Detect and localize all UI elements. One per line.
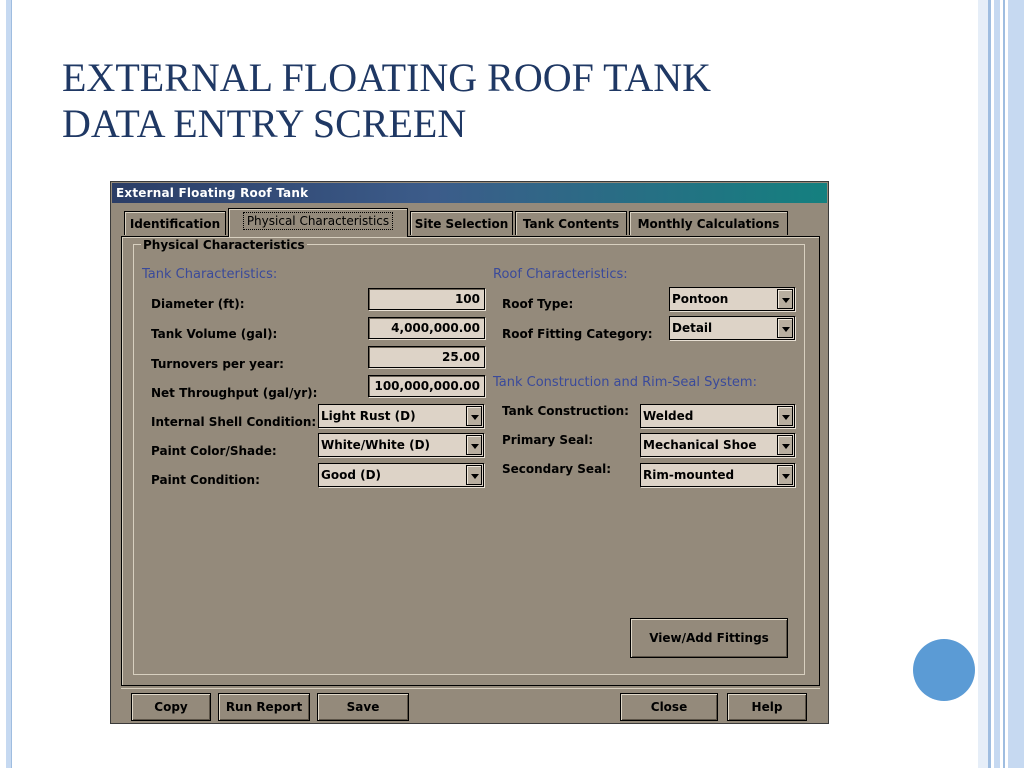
roof-fitting-category-select[interactable] — [669, 316, 795, 340]
construction-heading: Tank Construction and Rim-Seal System: — [493, 375, 757, 390]
slide-left-border — [6, 0, 12, 768]
chevron-down-icon[interactable] — [777, 289, 793, 309]
close-button[interactable]: Close — [620, 693, 718, 721]
net-throughput-label: Net Throughput (gal/yr): — [151, 386, 318, 400]
paint-color-select[interactable] — [318, 433, 484, 457]
slide-title-line-2: DATA ENTRY SCREEN — [62, 101, 467, 146]
decorative-circle — [913, 639, 975, 701]
tab-site-selection[interactable] — [410, 211, 513, 235]
roof-characteristics-heading: Roof Characteristics: — [493, 267, 628, 282]
copy-button[interactable]: Copy — [131, 693, 211, 721]
run-report-button[interactable]: Run Report — [218, 693, 310, 721]
diameter-field[interactable]: 100 — [368, 288, 485, 310]
help-button[interactable]: Help — [727, 693, 807, 721]
tank-volume-label: Tank Volume (gal): — [151, 327, 278, 341]
turnovers-label: Turnovers per year: — [151, 357, 284, 371]
window-title-bar: External Floating Roof Tank — [112, 183, 827, 203]
tank-characteristics-heading: Tank Characteristics: — [142, 267, 278, 282]
chevron-down-icon[interactable] — [777, 435, 793, 455]
tab-label: Site Selection — [414, 217, 509, 231]
group-label: Physical Characteristics — [143, 238, 305, 252]
chevron-down-icon[interactable] — [777, 318, 793, 338]
tank-dialog-window — [110, 181, 829, 724]
secondary-seal-label: Secondary Seal: — [502, 462, 612, 476]
turnovers-field[interactable]: 25.00 — [368, 346, 485, 368]
save-button[interactable]: Save — [317, 693, 409, 721]
select-value: Good (D) — [321, 468, 382, 482]
slide-title-line-1: EXTERNAL FLOATING ROOF TANK — [62, 55, 712, 100]
slide-right-stripes — [978, 0, 1024, 768]
select-value: White/White (D) — [321, 438, 431, 452]
tab-label: Tank Contents — [522, 217, 620, 231]
chevron-down-icon[interactable] — [466, 406, 482, 426]
select-value: Detail — [672, 321, 713, 335]
view-add-fittings-button[interactable]: View/Add Fittings — [630, 618, 788, 658]
roof-type-label: Roof Type: — [502, 297, 574, 311]
tab-label: Identification — [129, 217, 221, 231]
chevron-down-icon[interactable] — [466, 435, 482, 455]
select-value: Welded — [643, 409, 694, 423]
select-value: Pontoon — [672, 292, 729, 306]
tab-tank-contents[interactable] — [515, 211, 627, 235]
chevron-down-icon[interactable] — [777, 406, 793, 426]
paint-condition-label: Paint Condition: — [151, 473, 260, 487]
paint-color-label: Paint Color/Shade: — [151, 444, 277, 458]
chevron-down-icon[interactable] — [466, 465, 482, 485]
secondary-seal-select[interactable] — [640, 463, 795, 487]
tank-volume-field[interactable]: 4,000,000.00 — [368, 317, 485, 339]
tab-label: Physical Characteristics — [243, 212, 393, 230]
select-value: Rim-mounted — [643, 468, 735, 482]
tab-identification[interactable] — [124, 211, 226, 235]
select-value: Mechanical Shoe — [643, 438, 757, 452]
roof-fitting-category-label: Roof Fitting Category: — [502, 327, 653, 341]
tab-label: Monthly Calculations — [637, 217, 780, 231]
tab-monthly-calculations[interactable] — [629, 211, 788, 235]
primary-seal-label: Primary Seal: — [502, 433, 594, 447]
primary-seal-select[interactable] — [640, 433, 795, 457]
internal-shell-condition-select[interactable] — [318, 404, 484, 428]
paint-condition-select[interactable] — [318, 463, 484, 487]
net-throughput-field[interactable]: 100,000,000.00 — [368, 375, 485, 397]
internal-shell-condition-label: Internal Shell Condition: — [151, 415, 317, 429]
tank-construction-label: Tank Construction: — [502, 404, 629, 418]
diameter-label: Diameter (ft): — [151, 297, 245, 311]
slide-title — [62, 55, 962, 147]
bottom-separator — [121, 688, 820, 689]
roof-type-select[interactable] — [669, 287, 795, 311]
chevron-down-icon[interactable] — [777, 465, 793, 485]
tank-construction-select[interactable] — [640, 404, 795, 428]
select-value: Light Rust (D) — [321, 409, 416, 423]
tab-physical-characteristics[interactable] — [228, 208, 408, 237]
